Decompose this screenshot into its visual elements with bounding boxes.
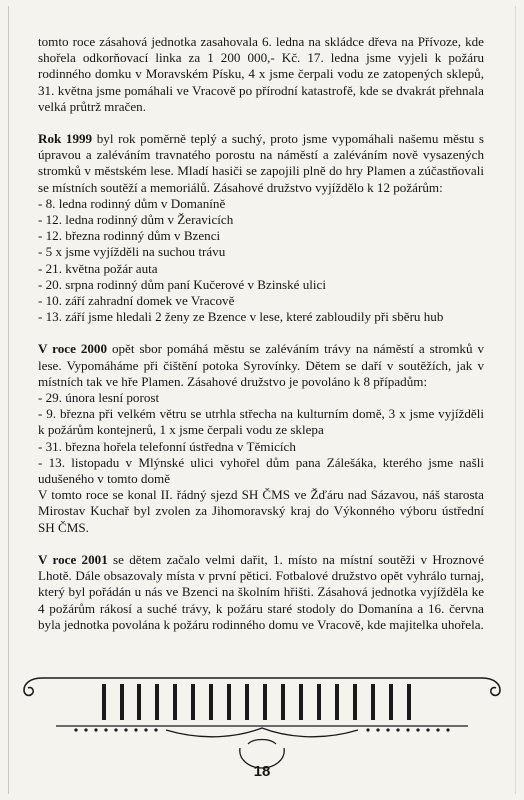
year-heading-1999: Rok 1999	[38, 131, 93, 147]
list-item: - 8. ledna rodinný dům v Domaníně	[38, 195, 226, 211]
list-item: - 10. září zahradní domek ve Vracově	[38, 293, 235, 309]
paragraph-text: tomto roce zásahová jednotka zasahovala 6. ledna na skládce dřeva na Přívoze, kde shořela odkorňovací linka za 1 200 000,- Kč. 17. ledna jsme vyjeli k požáru rodinného domku v Moravském Písku, 4 x jsme čerpali vodu ze zatopených sklepů, 31. května jsme pomáhali ve Vracově po přírodní katastrofě, kde se dvakrát přehnala velká průtrž mračen.	[38, 34, 484, 114]
list-item: - 13. listopadu v Mlýnské ulici vyhořel dům pana Zálešáka, kterého jsme našli udušeného v tomto domě	[38, 454, 484, 487]
paragraph-1997-continuation	[38, 34, 484, 115]
page-number: 18	[253, 763, 271, 780]
list-item: - 9. března při velkém větru se utrhla střecha na kulturním domě, 3 x jsme vyjížděli k požárům kontejnerů, 1 x jsme čerpali vodu ze sklepa	[38, 406, 484, 438]
list-item: - 5 x jsme vyjížděli na suchou trávu	[38, 244, 226, 260]
document-body	[38, 34, 484, 633]
paragraph-sjezd: V tomto roce se konal II. řádný sjezd SH ČMS ve Žďáru nad Sázavou, náš starosta Mirostav Kuchař byl zvolen za Jihomoravský kraj do Výkonného výboru ústřední SH ČMS.	[38, 487, 484, 535]
year-heading-2001: V roce 2001	[38, 551, 108, 567]
vertical-bars	[102, 684, 411, 720]
list-item: - 21. května požár auta	[38, 260, 158, 276]
paragraph-text: opět sbor pomáhá městu se zaléváním trávy na náměstí a stromků v lese. Vypomáháme při čištění potoka Syrovínky. Dětem se daří v soutěžích, jak v místních tak ve hře Plamen. Zásahové družstvo je povoláno k 8 případům:	[38, 341, 485, 389]
incident-list-1999	[38, 196, 484, 326]
dotted-row	[74, 728, 449, 731]
paragraph-2000	[38, 341, 484, 390]
list-item: - 29. února lesní porost	[38, 390, 160, 406]
list-item: - 13. září jsme hledali 2 ženy ze Bzence v lese, které zabloudily při sběru hub	[38, 309, 444, 325]
list-item: - 20. srpna rodinný dům paní Kučerové v Bzinské ulici	[38, 276, 326, 292]
year-heading-2000: V roce 2000	[38, 341, 108, 357]
incident-list-2000	[38, 390, 484, 487]
paragraph-2001	[38, 552, 484, 633]
list-item: - 12. ledna rodinný dům v Žeravicích	[38, 212, 234, 228]
list-item: - 12. března rodinný dům v Bzenci	[38, 228, 221, 244]
paragraph-text: byl rok poměrně teplý a suchý, proto jsme vypomáhali našemu městu s úpravou a zaléváním travnatého porostu na náměstí a zaléváním nově vysazených stromků v městském lese. Mladí hasiči se zapojili plně do hry Plamen a zúčastňovali se místních soutěží a memoriálů. Zásahové družstvo vyjíždělo k 12 požárům:	[38, 131, 484, 195]
paragraph-text: se dětem začalo velmi dařit, 1. místo na místní soutěži v Hroznové Lhotě. Dále obsazovaly místa v první pětici. Fotbalové družstvo opět vyhrálo turnaj, který byl pořádán u nás ve Bzenci na školním hřišti. Zásahová jednotka vyjížděla ke 4 požárům rákosí a suché trávy, k požáru staré stodoly do Domanína a 16. června byla jednotka povolána k požáru rodinného domu ve Vracově, kde majitelka uhořela.	[38, 551, 485, 632]
decorative-ornament	[16, 664, 508, 772]
list-item: - 31. března hořela telefonní ústředna v Těmicích	[38, 438, 296, 454]
paragraph-1999	[38, 131, 484, 196]
